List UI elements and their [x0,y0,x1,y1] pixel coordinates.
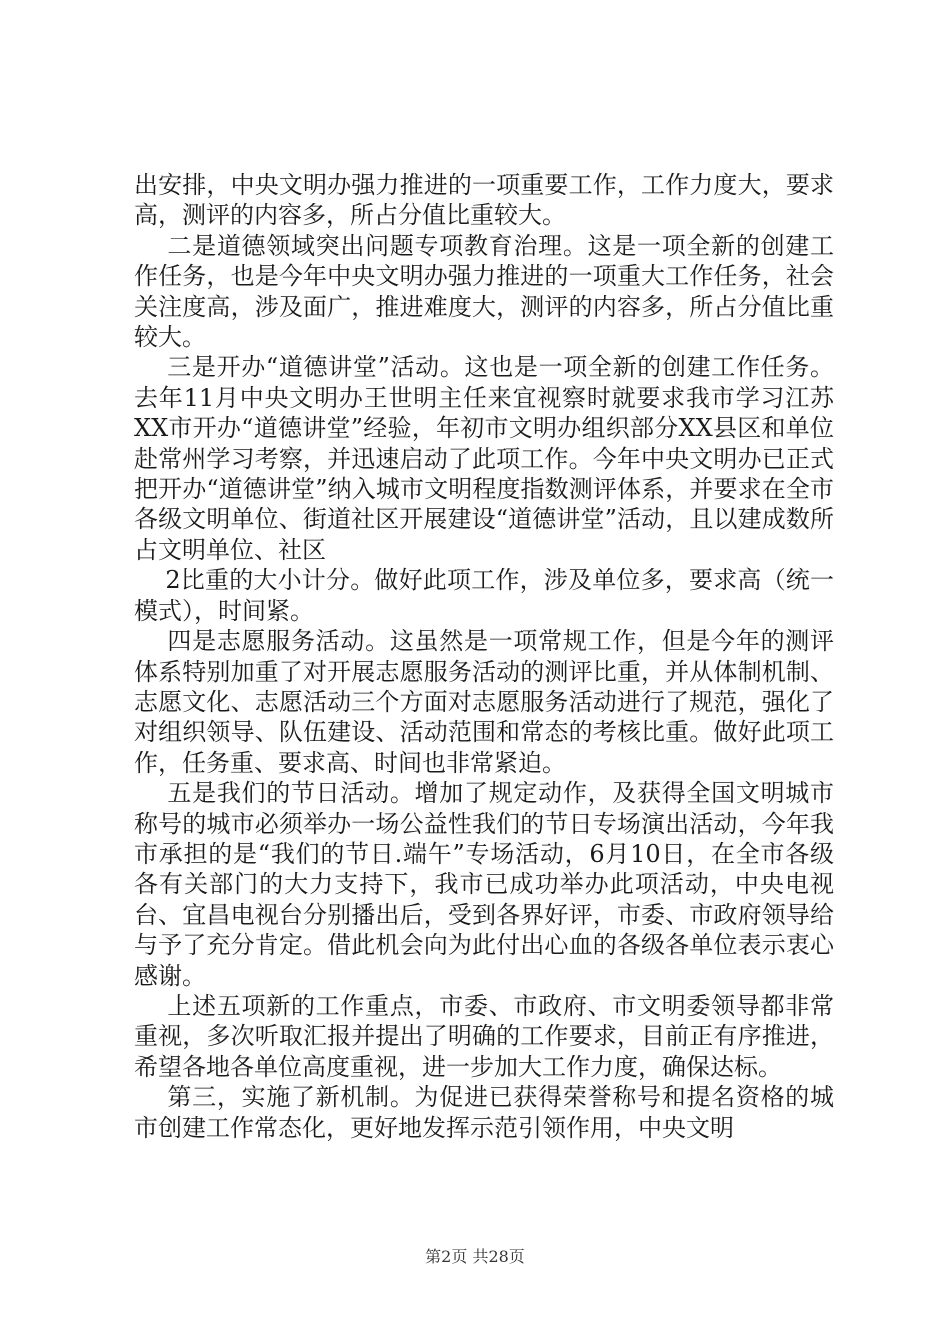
paragraph-5: 四是志愿服务活动。这虽然是一项常规工作，但是今年的测评体系特别加重了对开展志愿服务活动的测评比重，并从体制机制、志愿文化、志愿活动三个方面对志愿服务活动进行了规范，强化了对组织领导、队伍建设、活动范围和常态的考核比重。做好此项工作，任务重、要求高、时间也非常紧迫。 [134,627,835,777]
paragraph-1: 出安排，中央文明办强力推进的一项重要工作，工作力度大，要求高，测评的内容多，所占分值比重较大。 [134,171,834,230]
paragraph-6: 五是我们的节日活动。增加了规定动作，及获得全国文明城市称号的城市必须举办一场公益性我们的节日专场演出活动，今年我市承担的是“我们的节日.端午”专场活动，6月10日，在全市各级各有关部门的大力支持下，我市已成功举办此项活动，中央电视台、宜昌电视台分别播出后，受到各界好评，市委、市政府领导给与予了充分肯定。借此机会向为此付出心血的各级各单位表示衷心感谢。 [134,779,835,990]
page-footer: 第2页 共28页 [425,1247,525,1266]
paragraph-7: 上述五项新的工作重点，市委、市政府、市文明委领导都非常重视，多次听取汇报并提出了明确的工作要求，目前正有序推进，希望各地各单位高度重视，进一步加大工作力度，确保达标。 [134,991,835,1081]
body-text [134,170,834,1143]
paragraph-3: 三是开办“道德讲堂”活动。这也是一项全新的创建工作任务。去年11月中央文明办王世明主任来宜视察时就要求我市学习江苏XX市开办“道德讲堂”经验，年初市文明办组织部分XX县区和单位赴常州学习考察，并迅速启动了此项工作。今年中央文明办已正式把开办“道德讲堂”纳入城市文明程度指数测评体系，并要求在全市各级文明单位、街道社区开展建设“道德讲堂”活动，且以建成数所占文明单位、社区 [134,353,834,564]
paragraph-2: 二是道德领域突出问题专项教育治理。这是一项全新的创建工作任务，也是今年中央文明办强力推进的一项重大工作任务，社会关注度高，涉及面广，推进难度大，测评的内容多，所占分值比重较大。 [134,231,835,352]
paragraph-8: 第三，实施了新机制。为促进已获得荣誉称号和提名资格的城市创建工作常态化，更好地发挥示范引领作用，中央文明 [134,1083,835,1142]
paragraph-4: 2比重的大小计分。做好此项工作，涉及单位多，要求高（统一模式），时间紧。 [134,566,834,625]
